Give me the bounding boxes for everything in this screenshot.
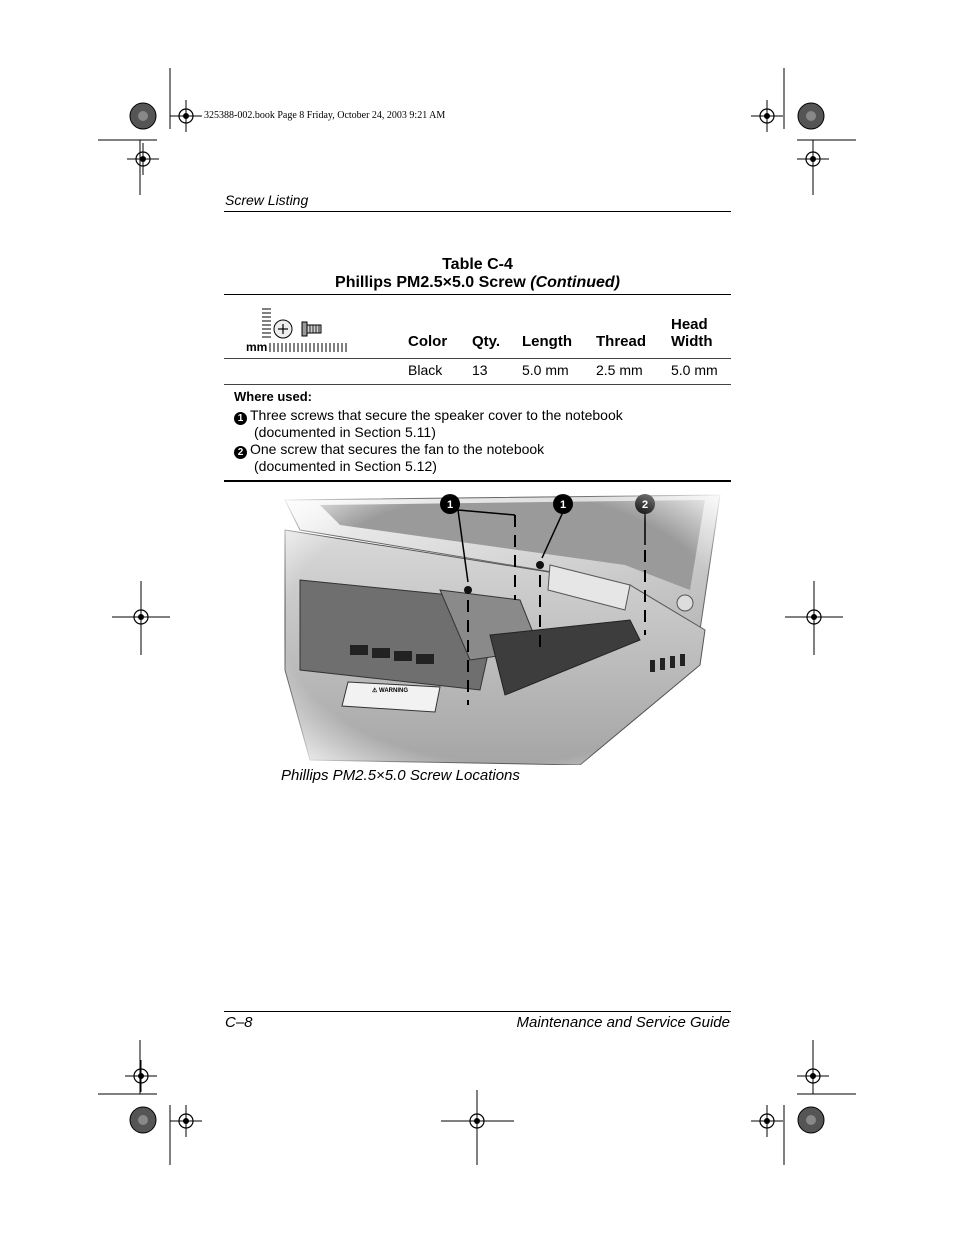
header-rule [224, 211, 731, 212]
page-number: C–8 [225, 1014, 253, 1031]
footer-rule [224, 1011, 731, 1012]
head-width-line1: Head [671, 316, 708, 333]
note-text: One screw that secures the fan to the notebook [250, 441, 545, 457]
column-header-qty: Qty. [472, 333, 501, 350]
note-subtext: (documented in Section 5.11) [254, 424, 436, 440]
column-header-length: Length [522, 333, 572, 350]
cell-thread: 2.5 mm [596, 362, 643, 378]
column-header-color: Color [408, 333, 448, 350]
table-title: Table C-4 [442, 256, 513, 273]
callout-marker: 1 [234, 412, 247, 425]
table-subtitle-continued: (Continued) [530, 274, 620, 291]
cell-length: 5.0 mm [522, 362, 569, 378]
table-bottom-rule [224, 480, 731, 482]
figure-caption: Phillips PM2.5×5.0 Screw Locations [281, 767, 520, 784]
cell-color: Black [408, 362, 443, 378]
column-header-head-width [671, 316, 713, 350]
table-top-rule [224, 294, 731, 295]
running-head: Screw Listing [225, 192, 309, 208]
note-subtext: (documented in Section 5.12) [254, 458, 437, 474]
book-title-footer: Maintenance and Service Guide [516, 1014, 730, 1031]
ruler-unit-label: mm [246, 340, 268, 354]
head-width-line2: Width [671, 333, 713, 350]
table-subtitle [224, 273, 731, 292]
where-used-label: Where used: [234, 389, 313, 404]
notebook-illustration [280, 490, 730, 765]
cell-qty: 13 [472, 362, 488, 378]
book-slug-header: 325388-002.book Page 8 Friday, October 24, 2003 9:21 AM [204, 110, 446, 121]
note-text: Three screws that secure the speaker cover to the notebook [250, 407, 623, 423]
header-bottom-rule [224, 358, 731, 359]
column-header-thread: Thread [596, 333, 647, 350]
row-bottom-rule [224, 384, 731, 385]
cell-head-width: 5.0 mm [671, 362, 718, 378]
note-item [234, 408, 623, 440]
table-subtitle-text: Phillips PM2.5×5.0 Screw [335, 274, 526, 291]
callout-marker: 2 [234, 446, 247, 459]
note-item [234, 442, 544, 474]
